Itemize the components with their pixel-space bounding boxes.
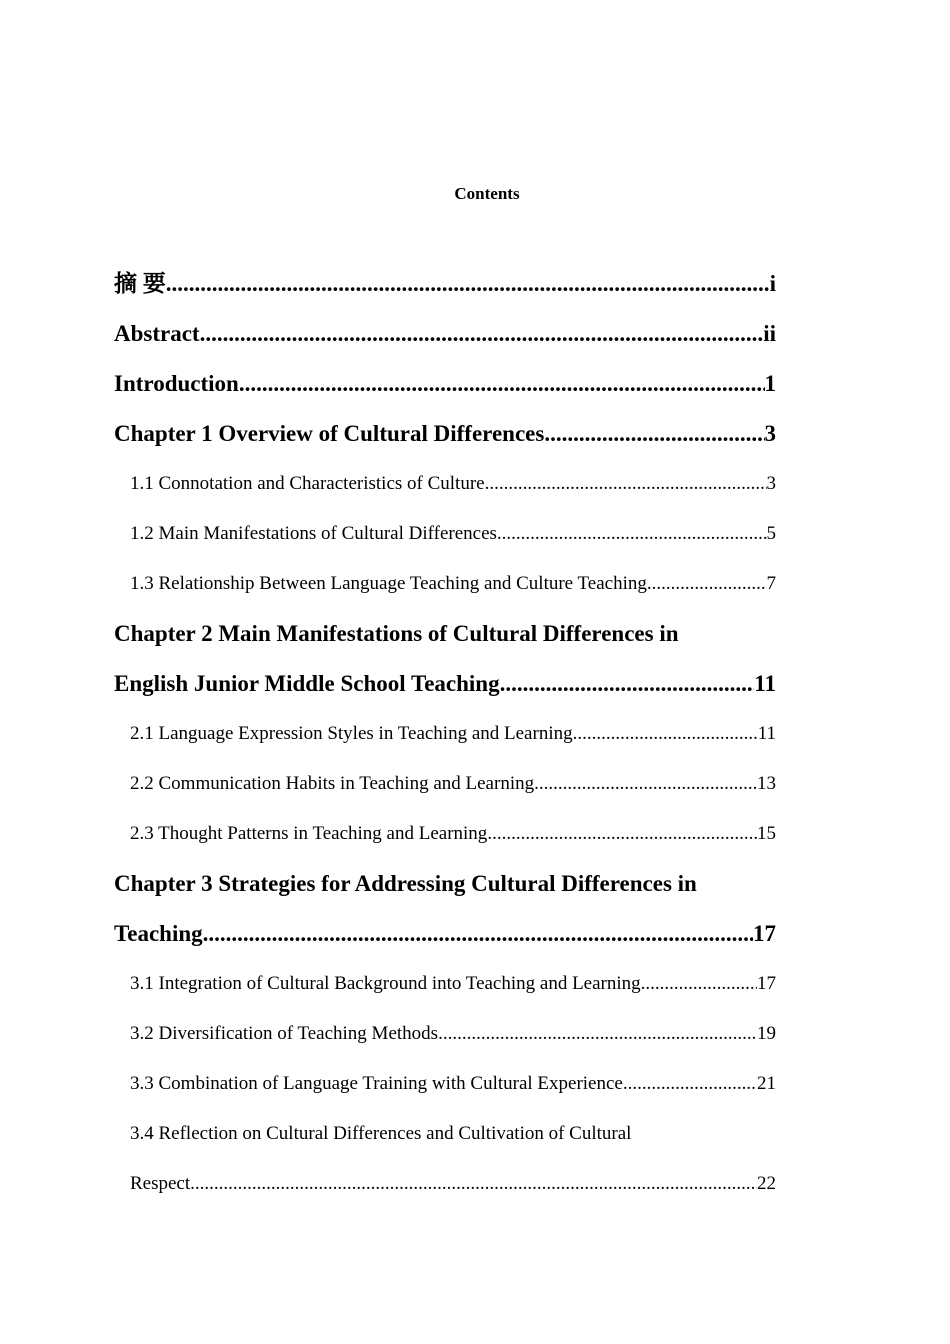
toc-entry-title: 摘 要 bbox=[114, 271, 166, 296]
toc-leader-dots bbox=[166, 259, 770, 309]
toc-entry-chapter-3[interactable] bbox=[114, 909, 776, 959]
toc-page-number: 21 bbox=[757, 1073, 776, 1094]
toc-entry-chapter-3-line-1[interactable]: Chapter 3 Strategies for Addressing Cultural Differences in bbox=[114, 871, 697, 896]
toc-entry-title: Introduction bbox=[114, 371, 239, 396]
toc-entry-introduction[interactable] bbox=[114, 359, 776, 409]
toc-page-number: 3 bbox=[766, 473, 776, 494]
toc-entry-title: 3.1 Integration of Cultural Background into Teaching and Learning bbox=[130, 973, 641, 994]
toc-page-number: 1 bbox=[764, 371, 776, 396]
toc-entry-title: 1.3 Relationship Between Language Teaching and Culture Teaching bbox=[130, 573, 647, 594]
toc-entry-title: 1.1 Connotation and Characteristics of Culture bbox=[130, 473, 485, 494]
toc-entry-section-3-4-line-1[interactable]: 3.4 Reflection on Cultural Differences and Cultivation of Cultural bbox=[130, 1123, 632, 1144]
toc-entry-section-2-3[interactable] bbox=[114, 809, 776, 859]
toc-entry-title: 2.1 Language Expression Styles in Teaching and Learning bbox=[130, 723, 573, 744]
toc-page-number: 15 bbox=[757, 823, 776, 844]
toc-entry-section-3-2[interactable] bbox=[114, 1009, 776, 1059]
toc-leader-dots bbox=[647, 559, 767, 609]
toc-leader-dots bbox=[200, 309, 764, 359]
toc-entry-section-1-2[interactable] bbox=[114, 509, 776, 559]
toc-page-number: 5 bbox=[766, 523, 776, 544]
toc-leader-dots bbox=[573, 709, 758, 759]
toc-entry-section-2-1[interactable] bbox=[114, 709, 776, 759]
toc-leader-dots bbox=[239, 359, 765, 409]
toc-entry-title: 2.2 Communication Habits in Teaching and Learning bbox=[130, 773, 535, 794]
toc-leader-dots bbox=[544, 409, 764, 459]
toc-entry-section-1-1[interactable] bbox=[114, 459, 776, 509]
toc-page-number: 11 bbox=[754, 671, 776, 696]
toc-leader-dots bbox=[500, 659, 755, 709]
toc-leader-dots bbox=[438, 1009, 757, 1059]
toc-entry-chapter-2-line-1[interactable]: Chapter 2 Main Manifestations of Cultural Differences in bbox=[114, 621, 679, 646]
page-title: Contents bbox=[454, 184, 520, 203]
toc-entry-title: 1.2 Main Manifestations of Cultural Differences bbox=[130, 523, 497, 544]
toc-entry-section-3-4[interactable] bbox=[114, 1159, 776, 1209]
toc-leader-dots bbox=[190, 1159, 757, 1209]
toc-page-number: 7 bbox=[766, 573, 776, 594]
toc-entry-title: Respect bbox=[130, 1173, 191, 1194]
toc-entry-title: 3.2 Diversification of Teaching Methods bbox=[130, 1023, 439, 1044]
toc-page-number: 17 bbox=[757, 973, 776, 994]
toc-leader-dots bbox=[623, 1059, 757, 1109]
toc-entry-section-3-3[interactable] bbox=[114, 1059, 776, 1109]
toc-page-number: 3 bbox=[764, 421, 776, 446]
toc-leader-dots bbox=[641, 959, 757, 1009]
toc-page-number: 19 bbox=[757, 1023, 776, 1044]
toc-entry-section-3-1[interactable] bbox=[114, 959, 776, 1009]
toc-entry-abstract[interactable] bbox=[114, 309, 776, 359]
toc-entry-section-1-3[interactable] bbox=[114, 559, 776, 609]
toc-entry-title: Chapter 1 Overview of Cultural Differences bbox=[114, 421, 545, 446]
toc-leader-dots bbox=[485, 459, 767, 509]
toc-entry-title: 3.3 Combination of Language Training with Cultural Experience bbox=[130, 1073, 623, 1094]
toc-page-number: 11 bbox=[757, 723, 776, 744]
toc-entry-section-2-2[interactable] bbox=[114, 759, 776, 809]
toc-page-number: 22 bbox=[757, 1173, 776, 1194]
toc-page-number: 17 bbox=[753, 921, 776, 946]
toc-entry-chapter-2[interactable] bbox=[114, 659, 776, 709]
toc-entry-abstract-chinese[interactable] bbox=[114, 259, 776, 309]
toc-leader-dots bbox=[203, 909, 753, 959]
toc-leader-dots bbox=[497, 509, 767, 559]
toc-entry-chapter-1[interactable] bbox=[114, 409, 776, 459]
toc-entry-title: Abstract bbox=[114, 321, 200, 346]
toc-leader-dots bbox=[534, 759, 757, 809]
toc-page-number: 13 bbox=[757, 773, 776, 794]
table-of-contents bbox=[114, 259, 776, 1209]
toc-page-number: i bbox=[769, 271, 776, 296]
toc-entry-title: English Junior Middle School Teaching bbox=[114, 671, 500, 696]
toc-entry-title: 2.3 Thought Patterns in Teaching and Learning bbox=[130, 823, 488, 844]
toc-entry-title: Teaching bbox=[114, 921, 203, 946]
toc-page-number: ii bbox=[763, 321, 776, 346]
toc-leader-dots bbox=[487, 809, 757, 859]
